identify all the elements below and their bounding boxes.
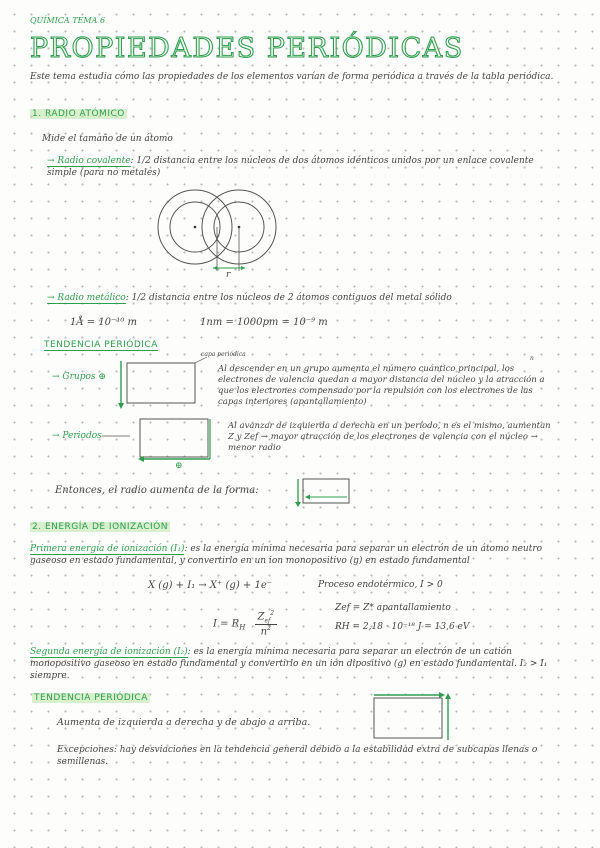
groups-symbol: ⊕ (98, 372, 106, 382)
units-angstrom: 1Å = 10⁻¹⁰ m (70, 317, 138, 328)
trend-heading-label: TENDENCIA PERIÓDICA (44, 340, 158, 350)
periods-trend-diagram (100, 415, 225, 475)
groups-trend-diagram (115, 355, 215, 410)
groups-label (52, 372, 106, 382)
trend-heading-ionization (32, 693, 150, 703)
zef-definition: Zef = Z* apantallamiento (335, 603, 451, 613)
periods-explanation: Al avanzar de izquierda a derecha en un período, n es el mismo, aumentan Z y Zef → mayor atracción de los electrones de valencia con el núcleo → menor radio (228, 421, 551, 453)
formula-numerator-sub: ef (264, 617, 271, 625)
ionization-trend-diagram (368, 690, 458, 745)
trend-heading-label: TENDENCIA PERIÓDICA (34, 693, 148, 703)
groups-arrow-label: capa periódica (201, 351, 246, 358)
groups-superscript: n (530, 355, 534, 362)
first-ionization-text: : es la energía mínima necesaria para separar un electrón de un átomo neutro gaseoso en estado fundamental, y convertirlo en un ion monopositivo (g) en estado fundamental (30, 544, 543, 566)
covalent-label: → Radio covalente (47, 156, 131, 166)
formula-sub: H (239, 623, 246, 632)
first-ionization-label: Primera energía de ionización (I₁) (30, 544, 185, 554)
radius-summary-diagram (293, 477, 358, 509)
covalent-definition (47, 155, 547, 179)
formula-numerator-sup: 2 (270, 610, 275, 617)
section-heading-radio-atomico (30, 109, 127, 119)
covalent-radius-diagram (155, 185, 285, 280)
trend-heading-radio (44, 340, 158, 350)
periods-label-text: → Periodos (52, 431, 102, 441)
ionization-formula (213, 610, 277, 638)
second-ionization-label: Segunda energía de ionización (I₂) (30, 647, 188, 657)
periods-label (52, 431, 102, 441)
groups-label-text: → Grupos (52, 372, 96, 382)
section-heading-label: 1. RADIO ATÓMICO (32, 109, 125, 119)
formula-denominator: n (260, 626, 268, 638)
intro-text: Este tema estudia cómo las propiedades de los elementos varían de forma periódica a través de la tabla periódica. (30, 72, 554, 82)
periods-symbol: ⊕ (175, 461, 183, 471)
ionization-exceptions: Excepciones: hay desviaciones en la tendencia general debido a la estabilidad extra de subcapas llenas o semillenas. (57, 745, 538, 767)
covalent-text: : 1/2 distancia entre los núcleos de dos átomos idénticos unidos por un enlace covalente simple (para no metales) (47, 156, 534, 178)
page-header: QUÍMICA TEMA 6 (30, 16, 106, 25)
formula-lhs: I = R (213, 618, 240, 630)
rh-constant: RH = 2,18 · 10⁻¹⁸ J = 13,6 eV (335, 622, 470, 632)
radius-label: r (226, 270, 231, 280)
formula-denominator-sup: 2 (267, 625, 271, 633)
groups-explanation: Al descender en un grupo aumenta el número cuántico principal, los electrones de valencia quedan a mayor distancia del núcleo y la atracción a que los electrones compensado por la repulsión con los electrones de las capas interiores (apantallamiento) (218, 364, 545, 407)
second-ionization-definition (30, 646, 565, 682)
formula-numerator: Z (257, 611, 265, 623)
section-heading-label: 2. ENERGÍA DE IONIZACIÓN (32, 522, 168, 532)
radio-measure-text: Mide el tamaño de un átomo (42, 134, 173, 144)
metallic-label: → Radio metálico (47, 293, 126, 303)
radius-summary: Entonces, el radio aumenta de la forma: (55, 485, 259, 496)
first-ionization-definition (30, 543, 565, 567)
units-nanometer: 1nm = 1000pm = 10⁻⁹ m (200, 317, 328, 328)
ionization-equation: X (g) + I₁ → X⁺ (g) + 1e⁻ (148, 580, 273, 591)
second-ionization-text: : es la energía mínima necesaria para separar un electrón de un catión monopositivo gaseoso en estado fundamental y convertirlo en un ión dipositivo (g) en estado fundamental. I₂ > I₁ siempre. (30, 647, 548, 681)
ionization-equation-note: Proceso endotérmico, I > 0 (318, 580, 443, 590)
metallic-definition (47, 292, 567, 304)
metallic-text: : 1/2 distancia entre los núcleos de 2 átomos contiguos del metal sólido (125, 293, 452, 303)
ionization-trend-text: Aumenta de izquierda a derecha y de abajo a arriba. (57, 717, 311, 728)
page-title: PROPIEDADES PERIÓDICAS (30, 33, 464, 64)
section-heading-energia-ionizacion (30, 522, 170, 532)
